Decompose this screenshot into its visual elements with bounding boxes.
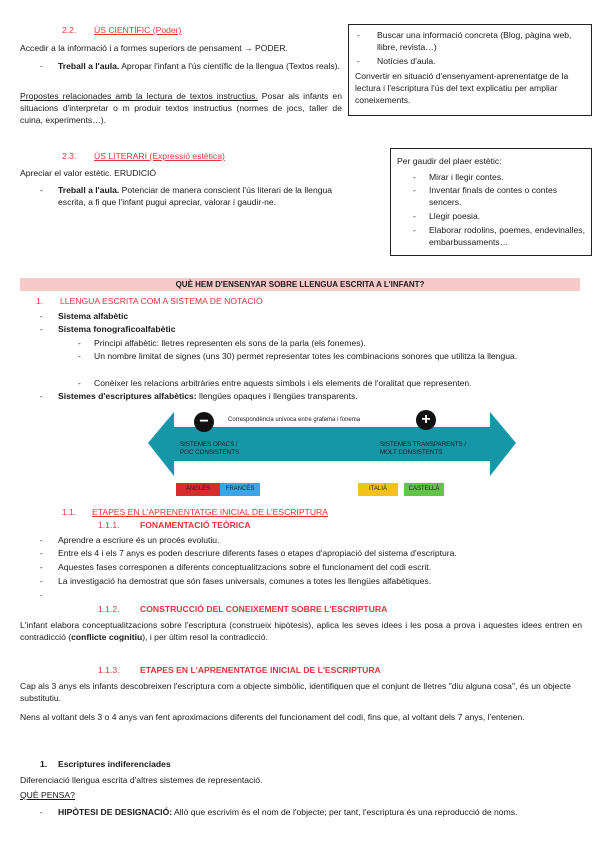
stage-1-text: Diferenciació llengua escrita d'altres sistemes de representació.	[20, 775, 263, 785]
proposals-text: Posar als infants en situacions d'interpretar o m produir textos instructius (normes de jocs, taller de cuina, experiments…).	[20, 91, 342, 125]
item-bold-label: Treball a l'aula.	[58, 185, 120, 195]
bullet-dash: -	[78, 351, 81, 361]
main-section-header-bar	[20, 278, 580, 291]
section-1-1-title: ETAPES EN L'APRENENTATGE INICIAL DE L'ESCRIPTURA	[92, 507, 328, 517]
bullet-dash: -	[357, 30, 360, 40]
sub-item: Conèixer les relacions arbitràries entre aquests símbols i els elements de l'oralitat que representen.	[94, 378, 472, 388]
section-2-2-intro: Accedir a la informació i a formes superiors de pensament → PODER.	[20, 43, 288, 53]
main-section-header: QUÈ HEM D'ENSENYAR SOBRE LLENGUA ESCRITA A L'INFANT?	[175, 280, 425, 289]
hypothesis-label: HIPÒTESI DE DESIGNACIÓ:	[58, 807, 173, 817]
minus-icon: −	[194, 412, 214, 432]
section-1-1-3-paragraph-1: Cap als 3 anys els infants descobreixen l'escriptura com a objecte simbòlic, identifiquen que el conjunt de lletres "diu alguna cosa", és un objecte substitutiu.	[20, 681, 571, 703]
empty-bullet-dash: -	[40, 590, 43, 600]
diagram-top-label: Correspondència unívoca entre grafema i fonema	[228, 417, 361, 423]
item-alphabetic-system: Sistema alfabètic	[58, 311, 129, 321]
section-1-title: LLENGUA ESCRITA COM A SISTEMA DE NOTACIÓ	[60, 296, 263, 306]
section-2-3-title: ÚS LITERARI (Expressió estètica)	[94, 151, 225, 161]
section-2-3-intro: Apreciar el valor estètic. ERUDICIÓ	[20, 168, 157, 178]
section-2-3-item	[58, 184, 358, 208]
section-2-2-item	[58, 60, 343, 72]
info-box-scientific	[348, 24, 592, 116]
section-1-1-2-paragraph	[20, 619, 582, 643]
item-text: Apropar l'infant a l'ús científic de la llengua (Textos reals).	[119, 61, 340, 71]
section-1-1-3-number: 1.1.3.	[98, 665, 120, 675]
box-list-item: Inventar finals de contes o contes sencers.	[429, 185, 558, 207]
section-2-3-number: 2.3.	[62, 151, 77, 161]
paragraph-end: ), i per últim resol la contradicció.	[142, 632, 268, 642]
bullet-dash: -	[413, 172, 416, 182]
section-2-2-proposals	[20, 90, 342, 126]
sub-item: Principi alfabètic: lletres representen els sons de la parla (els fonemes).	[94, 338, 366, 348]
theory-item: Aquestes fases corresponen a diferents conceptualitzacions sobre el funcionament del codi escrit.	[58, 562, 432, 572]
box-text: Convertir en situació d'ensenyament-aprenentatge de la lectura i l'escriptura l'ús del text explicatiu per ampliar coneixements.	[355, 71, 569, 105]
box-item-search: Buscar una informació concreta (Blog, pàgina web, llibre, revista…)	[377, 30, 572, 52]
bullet-dash: -	[40, 311, 43, 321]
bullet-dash: -	[40, 562, 43, 572]
box-heading: Per gaudir del plaer estètic:	[397, 156, 502, 166]
box-list-item: Llegir poesia.	[429, 211, 481, 221]
stage-1-title: Escriptures indiferenciades	[58, 759, 171, 769]
theory-item: Aprendre a escriure és un procés evolutiu.	[58, 535, 220, 545]
section-2-2-number: 2.2.	[62, 25, 77, 35]
language-tag-french: FRANCÈS	[220, 483, 260, 496]
bullet-dash: -	[40, 391, 43, 401]
item-text: llengües opaques i llengües transparents.	[196, 391, 358, 401]
bullet-dash: -	[40, 576, 43, 586]
section-2-2-title: ÚS CIENTÍFIC (Poder)	[94, 25, 182, 35]
stage-1-question: QUÈ PENSA?	[20, 790, 75, 800]
paragraph-start: L'infant elabora conceptualitzacions sobre l'escriptura (construeix hipòtesis), aplica les seves idees i les posa a prova i aquestes idees entren en contradicció (	[20, 620, 582, 642]
info-box-literary	[390, 148, 592, 256]
hypothesis-text: Allò que escrivim és el nom de l'objecte; per tant, l'escriptura és una reproducció de noms.	[172, 807, 518, 817]
item-bold-label: Treball a l'aula.	[58, 61, 120, 71]
bullet-dash: -	[40, 185, 43, 195]
section-1-1-1-number: 1.1.1.	[98, 520, 120, 530]
box-list-item: Mirar i llegir contes.	[429, 172, 504, 182]
language-tag-spanish: CASTELLÀ	[404, 483, 444, 496]
bullet-dash: -	[413, 225, 416, 235]
section-1-1-3-title: ETAPES EN L'APRENENTATGE INICIAL DE L'ESCRIPTURA	[140, 665, 381, 675]
section-1-1-number: 1.1.	[62, 507, 77, 517]
designation-hypothesis	[58, 806, 582, 818]
box-item-news: Notícies d'aula.	[377, 56, 436, 66]
theory-item: Entre els 4 i els 7 anys es poden descriure diferents fases o etapes d'apropiació del sistema d'escriptura.	[58, 548, 457, 558]
bullet-dash: -	[40, 324, 43, 334]
language-tag-italian: ITALIÀ	[358, 483, 398, 496]
theory-item: La investigació ha demostrat que són fases universals, comunes a totes les llengües alfabètiques.	[58, 576, 432, 586]
bullet-dash: -	[40, 535, 43, 545]
item-bold-label: Sistemes d'escriptures alfabètics:	[58, 391, 197, 401]
section-1-number: 1.	[36, 296, 44, 306]
paragraph-bold: conflicte cognitiu	[71, 632, 143, 642]
diagram-right-label: SISTEMES TRANSPARENTS / MOLT CONSISTENTS	[380, 441, 467, 456]
proposals-underlined: Propostes relacionades amb la lectura de textos instructius.	[20, 91, 258, 101]
bullet-dash: -	[40, 548, 43, 558]
bullet-dash: -	[78, 338, 81, 348]
bullet-dash: -	[413, 185, 416, 195]
box-list-item: Elaborar rodolins, poemes, endevinalles, embarbussaments…	[429, 225, 585, 247]
bullet-dash: -	[40, 807, 43, 817]
stage-1-number: 1.	[40, 759, 48, 769]
bullet-dash: -	[413, 211, 416, 221]
consistency-arrow-diagram	[148, 398, 516, 484]
section-1-1-1-title: FONAMENTACIÓ TEÒRICA	[140, 520, 251, 530]
section-1-1-3-paragraph-2: Nens al voltant dels 3 o 4 anys van fent aproximacions diferents del funcionament del codi, fins que, al voltant dels 7 anys, l'entenen.	[20, 712, 525, 722]
item-phonographic-system: Sistema fonograficoalfabètic	[58, 324, 176, 334]
item-text: Potenciar de manera conscient l'ús literari de la llengua escrita, a fi que l'infant pugui apreciar, valorar i gaudir-ne.	[58, 185, 333, 207]
sub-item: Un nombre limitat de signes (uns 30) permet representar totes les combinacions sonores que utilitza la llengua.	[94, 351, 518, 361]
bullet-dash: -	[40, 61, 43, 71]
section-1-1-2-number: 1.1.2.	[98, 604, 120, 614]
diagram-left-label: SISTEMES OPACS / POC CONSISTENTS	[180, 441, 240, 456]
plus-icon: +	[416, 410, 436, 430]
section-1-1-2-title: CONSTRUCCIÓ DEL CONEIXEMENT SOBRE L'ESCRIPTURA	[140, 604, 388, 614]
language-tag-english: ANGLÈS	[176, 483, 220, 496]
bullet-dash: -	[357, 56, 360, 66]
bullet-dash: -	[78, 378, 81, 388]
